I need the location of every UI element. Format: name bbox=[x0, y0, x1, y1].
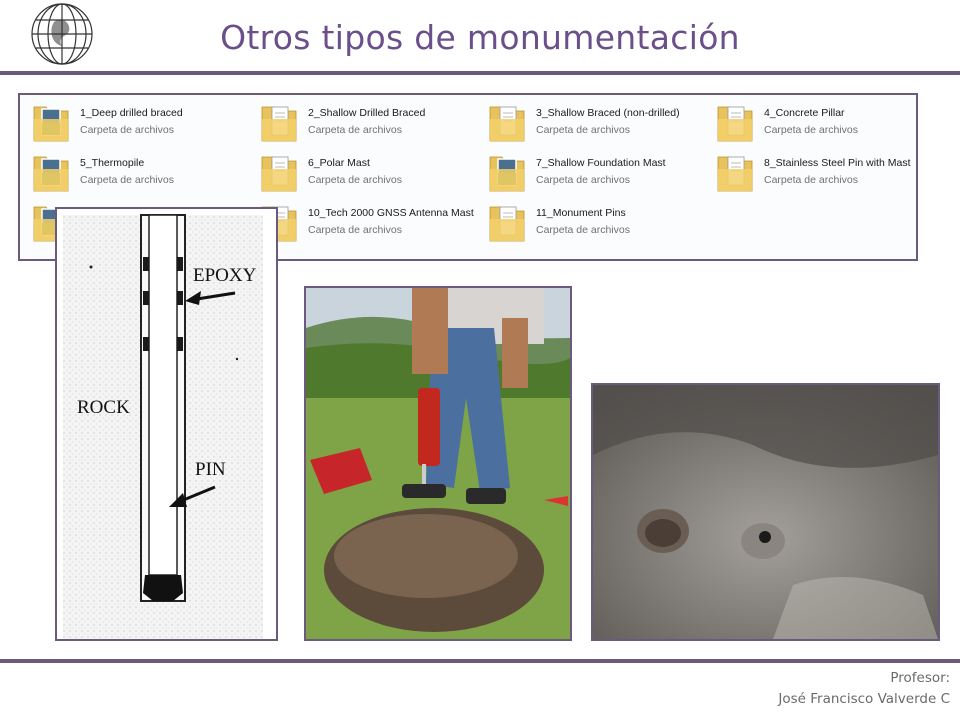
folder-name: 3_Shallow Braced (non-drilled) bbox=[536, 107, 680, 119]
folder-name: 7_Shallow Foundation Mast bbox=[536, 157, 666, 169]
folder-photo-icon bbox=[32, 101, 70, 143]
folder-doc-icon bbox=[488, 101, 526, 143]
folder-type: Carpeta de archivos bbox=[308, 224, 402, 236]
folder-doc-icon bbox=[488, 201, 526, 243]
folder-item[interactable] bbox=[26, 151, 248, 193]
folder-type: Carpeta de archivos bbox=[80, 174, 174, 186]
folder-item[interactable] bbox=[482, 101, 704, 143]
folder-item[interactable] bbox=[254, 151, 476, 193]
footer-professor bbox=[778, 668, 950, 710]
slide-title: Otros tipos de monumentación bbox=[220, 18, 740, 57]
pin-label: PIN bbox=[195, 459, 226, 480]
folder-name: 1_Deep drilled braced bbox=[80, 107, 183, 119]
folder-photo-icon bbox=[488, 151, 526, 193]
folder-type: Carpeta de archivos bbox=[308, 124, 402, 136]
folder-doc-icon bbox=[716, 101, 754, 143]
folder-name: 6_Polar Mast bbox=[308, 157, 370, 169]
folder-photo-icon bbox=[32, 151, 70, 193]
folder-type: Carpeta de archivos bbox=[536, 174, 630, 186]
epoxy-label: EPOXY bbox=[193, 265, 257, 286]
top-divider bbox=[0, 71, 960, 75]
folder-type: Carpeta de archivos bbox=[764, 174, 858, 186]
folder-item[interactable] bbox=[26, 101, 248, 143]
folder-type: Carpeta de archivos bbox=[764, 124, 858, 136]
folder-item[interactable] bbox=[710, 101, 932, 143]
folder-name: 11_Monument Pins bbox=[536, 207, 626, 219]
folder-name: 10_Tech 2000 GNSS Antenna Mast bbox=[308, 207, 474, 219]
folder-item[interactable] bbox=[254, 101, 476, 143]
folder-type: Carpeta de archivos bbox=[536, 224, 630, 236]
bottom-divider bbox=[0, 659, 960, 663]
folder-name: 8_Stainless Steel Pin with Mast bbox=[764, 157, 911, 169]
rock-pin-photo bbox=[591, 383, 940, 641]
folder-name: 2_Shallow Drilled Braced bbox=[308, 107, 426, 119]
folder-doc-icon bbox=[716, 151, 754, 193]
folder-name: 5_Thermopile bbox=[80, 157, 145, 169]
folder-item[interactable] bbox=[254, 201, 476, 243]
folder-doc-icon bbox=[260, 101, 298, 143]
folder-type: Carpeta de archivos bbox=[308, 174, 402, 186]
pin-diagram-image bbox=[55, 207, 278, 641]
folder-item[interactable] bbox=[482, 151, 704, 193]
folder-item[interactable] bbox=[710, 151, 932, 193]
folder-item[interactable] bbox=[482, 201, 704, 243]
folder-name: 4_Concrete Pillar bbox=[764, 107, 845, 119]
folder-type: Carpeta de archivos bbox=[80, 124, 174, 136]
drilling-photo bbox=[304, 286, 572, 641]
folder-doc-icon bbox=[260, 151, 298, 193]
footer-label: Profesor: bbox=[890, 670, 950, 686]
folder-type: Carpeta de archivos bbox=[536, 124, 630, 136]
footer-name: José Francisco Valverde C bbox=[778, 691, 950, 707]
rock-label: ROCK bbox=[77, 397, 130, 418]
